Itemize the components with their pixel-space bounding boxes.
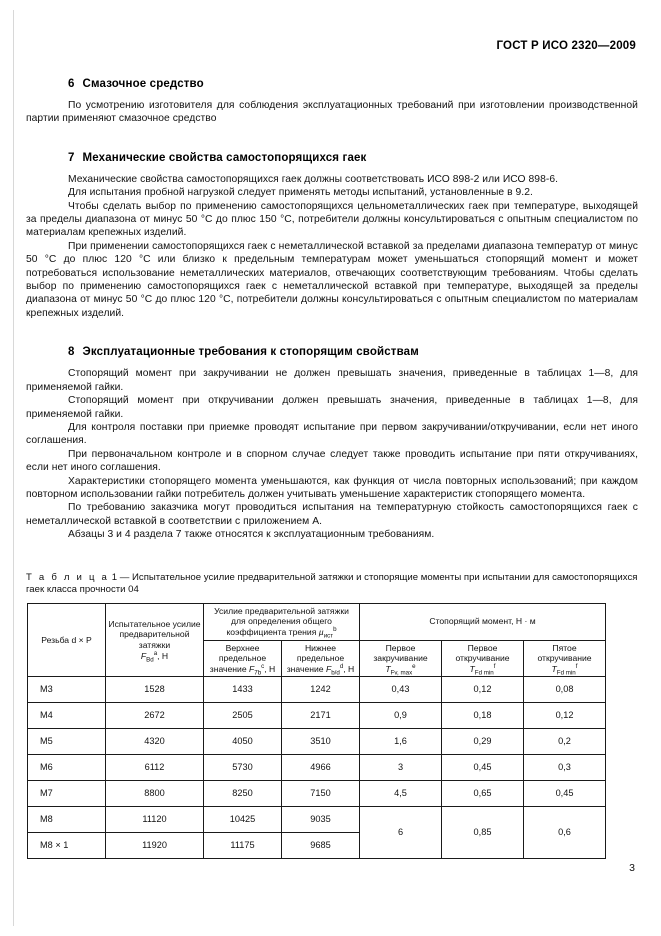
cell-first-untighten: 0,29 bbox=[442, 729, 524, 755]
cell-first-tighten: 0,9 bbox=[360, 703, 442, 729]
cell-lower: 7150 bbox=[282, 781, 360, 807]
cell-first-untighten: 0,18 bbox=[442, 703, 524, 729]
paragraph: Стопорящий момент при закручивании не должен превышать значения, приведенные в таблицах 1—8, для применяемой гайки. bbox=[26, 368, 638, 393]
paragraph: Абзацы 3 и 4 раздела 7 также относятся к эксплуатационным требованиям. bbox=[68, 529, 435, 541]
cell-lower: 2171 bbox=[282, 703, 360, 729]
paragraph: При первоначальном контроле и в спорном случае следует также проводить испытание при пяти откручиваниях, если нет иного соглашения. bbox=[26, 448, 638, 474]
section-title-7: Механические свойства самостопорящихся гаек bbox=[82, 151, 367, 164]
cell-thread: М6 bbox=[28, 755, 106, 781]
col-header-upper-limit-symbol: F bbox=[249, 663, 255, 674]
col-header-preload-force-sup: a bbox=[153, 649, 158, 657]
table-caption-number: 1 bbox=[111, 571, 118, 583]
paragraph: Для испытания пробной нагрузкой следует применять методы испытаний, установленные в 9.2. bbox=[68, 187, 533, 199]
table-row bbox=[28, 781, 606, 807]
table-row bbox=[28, 755, 606, 781]
table-caption bbox=[26, 572, 638, 597]
cell-preload: 11920 bbox=[106, 833, 204, 859]
paragraph: Для контроля поставки при приемке проводят испытание при первом закручивании/откручивании, если нет иного соглашения. bbox=[26, 421, 638, 447]
cell-preload: 4320 bbox=[106, 729, 204, 755]
cell-first-tighten: 0,43 bbox=[360, 677, 442, 703]
cell-upper: 11175 bbox=[204, 833, 282, 859]
cell-fifth-untighten: 0,08 bbox=[524, 677, 606, 703]
col-header-lower-limit-sup: d bbox=[339, 662, 344, 670]
cell-first-tighten: 6 bbox=[360, 807, 442, 859]
section-heading-8 bbox=[26, 346, 638, 358]
col-group-header-friction-label: Усилие предварительной затяжки для определения общего коэффициента трения bbox=[214, 605, 349, 637]
col-group-header-friction bbox=[204, 603, 360, 640]
cell-preload: 11120 bbox=[106, 807, 204, 833]
cell-fifth-untighten: 0,12 bbox=[524, 703, 606, 729]
col-header-first-untighten bbox=[442, 640, 524, 677]
cell-preload: 1528 bbox=[106, 677, 204, 703]
col-header-preload-force-unit: , Н bbox=[157, 650, 169, 661]
table-caption-label: Т а б л и ц а bbox=[26, 571, 110, 583]
col-header-preload-force bbox=[106, 603, 204, 677]
col-header-lower-limit-sub: b/d bbox=[331, 669, 340, 677]
cell-lower: 4966 bbox=[282, 755, 360, 781]
cell-thread: М4 bbox=[28, 703, 106, 729]
col-group-header-friction-symbol: µ bbox=[318, 626, 324, 637]
paragraph: Стопорящий момент при откручивании должен превышать значения, приведенные в таблицах 1—8, для применяемой гайки. bbox=[26, 395, 638, 420]
cell-first-untighten: 0,85 bbox=[442, 807, 524, 859]
section-heading-7 bbox=[26, 152, 638, 164]
cell-lower: 3510 bbox=[282, 729, 360, 755]
cell-preload: 6112 bbox=[106, 755, 204, 781]
cell-fifth-untighten: 0,2 bbox=[524, 729, 606, 755]
paragraph: Механические свойства самостопорящихся гаек должны соответствовать ИСО 898-2 или ИСО 898-6. bbox=[68, 173, 559, 185]
section-title-6: Смазочное средство bbox=[82, 78, 204, 90]
section-number-8: 8 bbox=[68, 346, 75, 359]
col-header-lower-limit-unit: , Н bbox=[343, 663, 355, 674]
cell-first-tighten: 4,5 bbox=[360, 781, 442, 807]
table-row bbox=[28, 703, 606, 729]
cell-thread: М5 bbox=[28, 729, 106, 755]
col-header-lower-limit-label: Нижнее предельное значение bbox=[286, 642, 345, 674]
col-header-lower-limit bbox=[282, 640, 360, 677]
col-header-upper-limit bbox=[204, 640, 282, 677]
cell-fifth-untighten: 0,6 bbox=[524, 807, 606, 859]
cell-first-tighten: 3 bbox=[360, 755, 442, 781]
col-header-upper-limit-sup: c bbox=[261, 662, 265, 670]
paragraph: Характеристики стопорящего момента уменьшаются, как функция от числа повторных использований; при каждом повторном использовании гайки потребитель должен учитывать уменьшение характеристик стопорящего момента. bbox=[26, 475, 638, 500]
cell-lower: 9035 bbox=[282, 807, 360, 833]
cell-first-untighten: 0,65 bbox=[442, 781, 524, 807]
section-6-body bbox=[26, 99, 638, 126]
cell-upper: 10425 bbox=[204, 807, 282, 833]
table-caption-text: — Испытательное усилие предварительной затяжки и стопорящие моменты при испытании для самостопорящихся гаек класса прочности 04 bbox=[26, 571, 638, 596]
col-header-fifth-untighten-symbol: T bbox=[551, 663, 557, 674]
col-group-header-friction-sub: ист bbox=[323, 632, 334, 640]
col-header-thread-label: Резьба d × P bbox=[41, 634, 92, 645]
col-header-fifth-untighten-sub: Fd min bbox=[556, 669, 576, 677]
col-header-first-tighten-symbol: T bbox=[385, 663, 391, 674]
col-header-preload-force-sub: Bd bbox=[146, 656, 154, 664]
col-header-fifth-untighten-sup: f bbox=[575, 662, 578, 670]
standard-code-header: ГОСТ Р ИСО 2320—2009 bbox=[496, 40, 636, 52]
col-header-fifth-untighten-label: Пятое откручивание bbox=[537, 642, 592, 664]
cell-upper: 1433 bbox=[204, 677, 282, 703]
col-header-upper-limit-unit: , Н bbox=[264, 663, 276, 674]
col-header-first-untighten-label: Первое откручивание bbox=[455, 642, 510, 664]
cell-preload: 2672 bbox=[106, 703, 204, 729]
page-content bbox=[26, 40, 638, 859]
col-group-header-torque-label: Стопорящий момент, Н · м bbox=[429, 616, 536, 627]
cell-fifth-untighten: 0,45 bbox=[524, 781, 606, 807]
section-title-8: Эксплуатационные требования к стопорящим свойствам bbox=[82, 346, 419, 359]
cell-first-untighten: 0,12 bbox=[442, 677, 524, 703]
col-header-first-untighten-sub: Fd min bbox=[474, 669, 494, 677]
col-header-first-untighten-sup: f bbox=[493, 662, 496, 670]
section-number-6: 6 bbox=[68, 78, 75, 90]
table-header-row-1 bbox=[28, 603, 606, 640]
col-header-first-untighten-symbol: T bbox=[469, 663, 475, 674]
cell-thread: М7 bbox=[28, 781, 106, 807]
col-header-first-tighten-sub: Fv, max bbox=[390, 669, 413, 677]
col-header-lower-limit-symbol: F bbox=[325, 663, 332, 674]
cell-first-untighten: 0,45 bbox=[442, 755, 524, 781]
section-8-body bbox=[26, 367, 638, 541]
col-header-first-tighten-sup: e bbox=[412, 662, 416, 670]
cell-upper: 4050 bbox=[204, 729, 282, 755]
cell-first-tighten: 1,6 bbox=[360, 729, 442, 755]
table-head bbox=[28, 603, 606, 677]
cell-upper: 2505 bbox=[204, 703, 282, 729]
paragraph: По усмотрению изготовителя для соблюдения эксплуатационных требований при изготовлении производственной партии применяют смазочное средство bbox=[26, 100, 638, 125]
col-header-preload-force-label: Испытательное усилие предварительной затяжки bbox=[108, 618, 201, 651]
cell-upper: 8250 bbox=[204, 781, 282, 807]
col-group-header-torque bbox=[360, 603, 606, 640]
cell-fifth-untighten: 0,3 bbox=[524, 755, 606, 781]
paragraph: Чтобы сделать выбор по применению самостопорящихся цельнометаллических гаек при температуре, выходящей за пределы диапазона от минус 50 °С до плюс 150 °С, потребители должны консультироваться с опытным специалистом по материалам крепежных изделий. bbox=[26, 200, 638, 239]
paragraph: По требованию заказчика могут проводиться испытания на температурную стойкость самостопорящихся гаек с неметаллической вставкой в соответствии с приложением А. bbox=[26, 502, 638, 527]
col-group-header-friction-sup: b bbox=[333, 626, 337, 634]
table-body bbox=[28, 677, 606, 859]
col-header-upper-limit-label: Верхнее предельное значение bbox=[209, 642, 267, 674]
col-header-thread bbox=[28, 603, 106, 677]
section-7-body bbox=[26, 173, 638, 320]
page-frame-line bbox=[13, 10, 14, 926]
section-heading-6 bbox=[26, 78, 638, 90]
table-row bbox=[28, 729, 606, 755]
col-header-preload-force-symbol: F bbox=[140, 650, 147, 661]
cell-upper: 5730 bbox=[204, 755, 282, 781]
col-header-first-tighten-label: Первое закручивание bbox=[373, 642, 428, 664]
table-row bbox=[28, 807, 606, 833]
table-row bbox=[28, 677, 606, 703]
section-number-7: 7 bbox=[68, 151, 75, 164]
page-number: 3 bbox=[629, 862, 635, 874]
cell-thread: М3 bbox=[28, 677, 106, 703]
cell-thread: М8 bbox=[28, 807, 106, 833]
table-1 bbox=[27, 603, 606, 860]
cell-thread: М8 × 1 bbox=[28, 833, 106, 859]
col-header-upper-limit-sub: 7b bbox=[254, 669, 262, 677]
cell-preload: 8800 bbox=[106, 781, 204, 807]
cell-lower: 9685 bbox=[282, 833, 360, 859]
col-header-first-tighten bbox=[360, 640, 442, 677]
cell-lower: 1242 bbox=[282, 677, 360, 703]
col-header-fifth-untighten bbox=[524, 640, 606, 677]
paragraph: При применении самостопорящихся гаек с неметаллической вставкой за пределами диапазона температур от минус 50 °С до плюс 120 °С или близко к предельным температурам может уменьшаться стопорящий момент и может потребоваться использование неметаллических материалов, отвечающих соответствующим требованиям. Чтобы сделать выбор по применению самостопорящихся гаек с неметаллической вставкой при температуре, выходящей за пределы диапазона от минус 50 °С до плюс 120 °С, потребители должны консультироваться с опытным специалистом по материалам крепежных изделий. bbox=[26, 240, 638, 319]
